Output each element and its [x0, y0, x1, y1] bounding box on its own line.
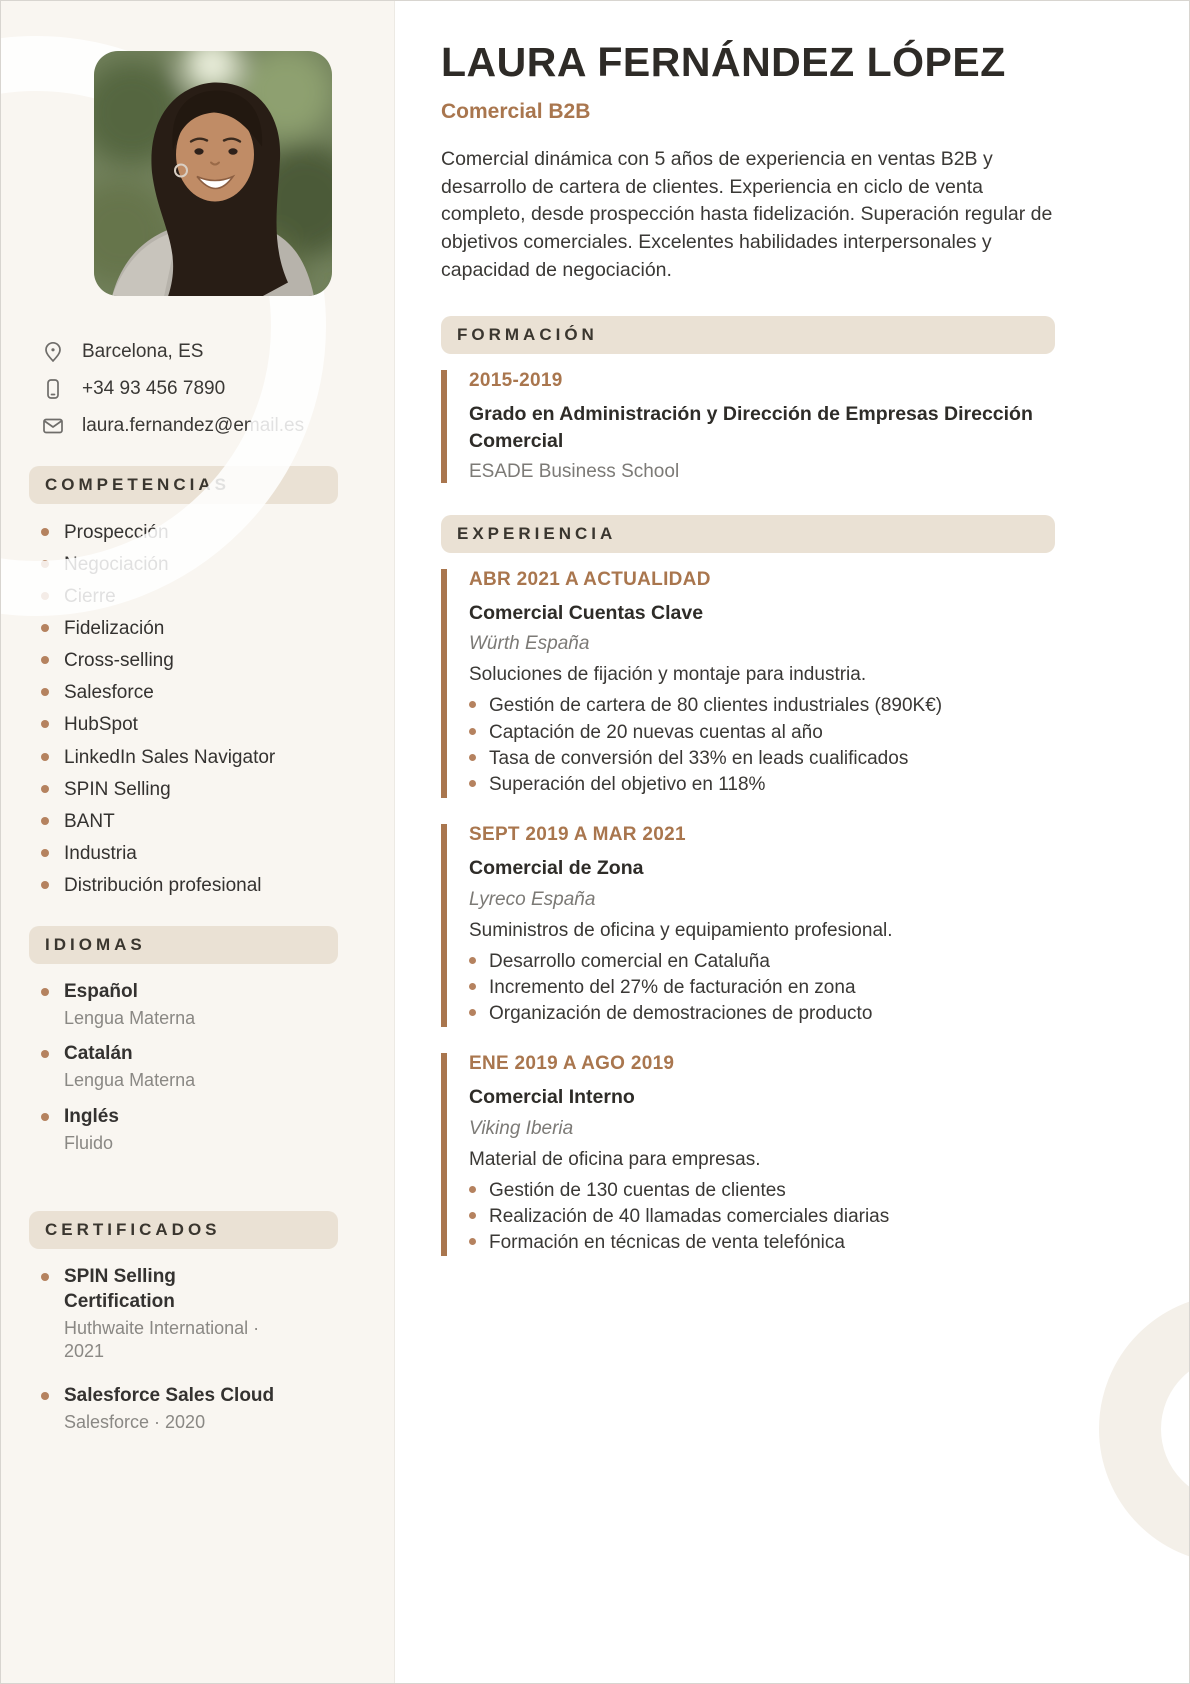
certificate-issuer: Huthwaite International · 2021 — [64, 1317, 260, 1362]
contact-location-text: Barcelona, ES — [82, 341, 204, 362]
experience-section — [441, 569, 1055, 1256]
language-text — [64, 1042, 195, 1092]
experience-entry — [441, 1053, 1055, 1256]
skill-item — [41, 520, 338, 545]
summary-text: Comercial dinámica con 5 años de experiencia en ventas B2B y desarrollo de cartera de clientes. Experiencia en ciclo de venta completo, desde prospección hasta fidelización. Superación regular de objetivos comerciales. Excelentes habilidades interpersonales y capacidad de negociación. — [441, 148, 1053, 281]
skill-label: Salesforce — [64, 682, 154, 704]
section-title-competencias: COMPETENCIAS — [29, 466, 338, 504]
skill-label: LinkedIn Sales Navigator — [64, 746, 276, 768]
skill-label: SPIN Selling — [64, 778, 171, 800]
achievement-bullet — [469, 1230, 1055, 1256]
skill-label: Industria — [64, 842, 137, 864]
bullet-dot — [41, 1273, 49, 1281]
certificate-issuer: Salesforce · 2020 — [64, 1411, 206, 1432]
achievement-bullet — [469, 720, 1055, 746]
skill-item — [41, 777, 338, 802]
certificate-item — [41, 1384, 338, 1434]
main-column — [395, 1, 1189, 1683]
bullet-dot — [469, 1009, 476, 1016]
achievement-bullet — [469, 1204, 1055, 1230]
education-section — [441, 370, 1055, 483]
language-item — [41, 1105, 338, 1155]
achievement-text: Formación en técnicas de venta telefónica — [489, 1231, 845, 1253]
bullet-dot — [469, 754, 476, 761]
achievement-bullet — [469, 1001, 1055, 1027]
experience-title: Comercial Interno — [469, 1086, 635, 1109]
achievement-text: Gestión de cartera de 80 clientes industriales (890K€) — [489, 695, 943, 717]
achievement-text: Superación del objetivo en 118% — [489, 774, 766, 796]
bullet-dot — [469, 957, 476, 964]
section-title-experiencia: EXPERIENCIA — [441, 515, 1055, 553]
experience-entry — [441, 569, 1055, 798]
experience-description: Suministros de oficina y equipamiento profesional. — [469, 919, 893, 941]
section-title-certificados: CERTIFICADOS — [29, 1211, 338, 1249]
language-name: Catalán — [64, 1043, 133, 1065]
achievement-text: Realización de 40 llamadas comerciales diarias — [489, 1205, 890, 1227]
contact-email-text: laura.fernandez@email.es — [82, 415, 305, 436]
language-text — [64, 1105, 119, 1155]
certificates-list — [29, 1265, 338, 1434]
language-level: Fluido — [64, 1132, 114, 1153]
bullet-dot — [41, 656, 49, 664]
language-level: Lengua Materna — [64, 1007, 196, 1028]
experience-company: Lyreco España — [469, 888, 596, 910]
bullet-dot — [41, 1050, 49, 1058]
bullet-dot — [41, 1113, 49, 1121]
experience-title: Comercial de Zona — [469, 857, 644, 880]
profile-photo-illustration — [94, 51, 332, 296]
experience-dates: SEPT 2019 A MAR 2021 — [469, 824, 686, 846]
experience-bullets — [469, 949, 1055, 1028]
skill-item — [41, 809, 338, 834]
achievement-text: Captación de 20 nuevas cuentas al año — [489, 721, 823, 743]
bullet-dot — [469, 701, 476, 708]
skill-label: Prospección — [64, 522, 169, 543]
contact-location — [41, 340, 338, 364]
bullet-dot — [41, 528, 49, 536]
skill-item — [41, 584, 338, 609]
certificate-name: SPIN Selling Certification — [64, 1266, 176, 1312]
skills-list — [29, 520, 338, 898]
skill-item — [41, 552, 338, 577]
bullet-dot — [469, 983, 476, 990]
skill-label: Cross-selling — [64, 650, 174, 672]
certificate-item — [41, 1265, 338, 1364]
bullet-dot — [469, 728, 476, 735]
education-degree: Grado en Administración y Dirección de Empresas Dirección Comercial — [469, 403, 1033, 452]
contact-list — [41, 340, 338, 438]
bullet-dot — [469, 780, 476, 787]
certificate-text — [64, 1384, 292, 1434]
achievement-bullet — [469, 746, 1055, 772]
bullet-dot — [469, 1186, 476, 1193]
bullet-dot — [41, 881, 49, 889]
bullet-dot — [41, 988, 49, 996]
bullet-dot — [41, 592, 49, 600]
achievement-bullet — [469, 975, 1055, 1001]
languages-list — [29, 980, 338, 1155]
skill-item — [41, 841, 338, 866]
bullet-dot — [41, 688, 49, 696]
achievement-text: Tasa de conversión del 33% en leads cualificados — [489, 747, 909, 769]
achievement-bullet — [469, 693, 1055, 719]
education-entry — [441, 370, 1055, 483]
experience-company: Viking Iberia — [469, 1117, 574, 1139]
bullet-dot — [41, 849, 49, 857]
skill-label: HubSpot — [64, 714, 138, 736]
bullet-dot — [41, 720, 49, 728]
experience-bullets — [469, 693, 1055, 798]
language-name: Inglés — [64, 1105, 119, 1127]
sidebar — [1, 1, 395, 1683]
bullet-dot — [41, 753, 49, 761]
skill-label: Distribución profesional — [64, 874, 262, 896]
bullet-dot — [41, 785, 49, 793]
skill-item — [41, 873, 338, 898]
language-item — [41, 1042, 338, 1092]
experience-entry — [441, 824, 1055, 1027]
bullet-dot — [469, 1212, 476, 1219]
bullet-dot — [469, 1238, 476, 1245]
language-level: Lengua Materna — [64, 1070, 196, 1091]
page-title: LAURA FERNÁNDEZ LÓPEZ — [441, 39, 1006, 85]
language-item — [41, 980, 338, 1030]
experience-title: Comercial Cuentas Clave — [469, 602, 704, 625]
achievement-text: Incremento del 27% de facturación en zona — [489, 976, 856, 998]
achievement-text: Gestión de 130 cuentas de clientes — [489, 1179, 786, 1201]
job-title-subtitle: Comercial B2B — [441, 100, 591, 123]
skill-item — [41, 745, 338, 770]
experience-company: Würth España — [469, 633, 590, 655]
bullet-dot — [41, 624, 49, 632]
language-name: Español — [64, 980, 138, 1002]
phone-icon — [41, 377, 65, 401]
certificate-text — [64, 1265, 292, 1364]
skill-item — [41, 712, 338, 737]
skill-label: Fidelización — [64, 618, 165, 640]
bullet-dot — [41, 1392, 49, 1400]
bullet-dot — [41, 560, 49, 568]
education-school: ESADE Business School — [469, 461, 680, 483]
skill-item — [41, 616, 338, 641]
achievement-bullet — [469, 772, 1055, 798]
achievement-bullet — [469, 1178, 1055, 1204]
achievement-bullet — [469, 949, 1055, 975]
certificate-name: Salesforce Sales Cloud — [64, 1385, 275, 1407]
language-text — [64, 980, 195, 1030]
email-icon — [41, 414, 65, 438]
contact-phone-text: +34 93 456 7890 — [82, 378, 226, 399]
experience-dates: ABR 2021 A ACTUALIDAD — [469, 569, 711, 591]
location-icon — [41, 340, 65, 364]
experience-description: Soluciones de fijación y montaje para industria. — [469, 664, 867, 686]
skill-label: Negociación — [64, 554, 169, 576]
section-title-idiomas: IDIOMAS — [29, 926, 338, 964]
experience-description: Material de oficina para empresas. — [469, 1148, 761, 1170]
skill-item — [41, 648, 338, 673]
skill-label: Cierre — [64, 586, 116, 608]
bullet-dot — [41, 817, 49, 825]
skill-label: BANT — [64, 810, 115, 832]
section-title-formacion: FORMACIÓN — [441, 316, 1055, 354]
profile-photo — [94, 51, 332, 296]
contact-email — [41, 414, 338, 438]
experience-dates: ENE 2019 A AGO 2019 — [469, 1053, 675, 1075]
contact-phone — [41, 377, 338, 401]
achievement-text: Organización de demostraciones de producto — [489, 1003, 873, 1024]
skill-item — [41, 680, 338, 705]
education-dates: 2015-2019 — [469, 370, 563, 392]
achievement-text: Desarrollo comercial en Cataluña — [489, 950, 770, 972]
experience-bullets — [469, 1178, 1055, 1257]
